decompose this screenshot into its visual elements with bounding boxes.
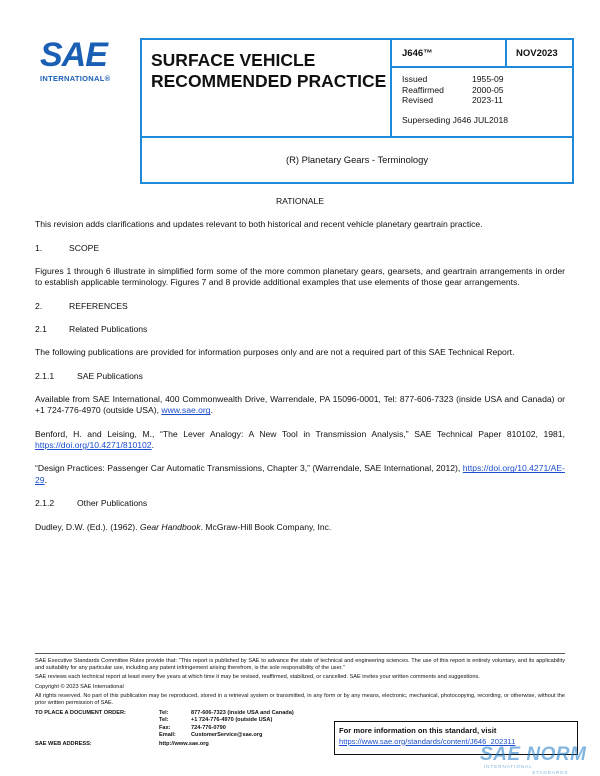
section-title: SCOPE bbox=[69, 242, 100, 253]
revised-value: 2023-11 bbox=[472, 95, 503, 105]
history-box bbox=[390, 66, 574, 138]
revised-label: Revised bbox=[402, 95, 434, 105]
footer-rights-text: All rights reserved. No part of this publication may be reproduced, stored in a retrieval system or transmitted, in any form or by any means, electronic, mechanical, photocopying, recording, or otherwise, without the prior written permission of SAE. bbox=[35, 692, 565, 707]
watermark-subtext bbox=[484, 764, 600, 776]
watermark-logo: SAE NORM bbox=[480, 744, 587, 765]
document-date: NOV2023 bbox=[505, 38, 574, 68]
sae-logo bbox=[40, 38, 124, 90]
doi-link-810102[interactable]: https://doi.org/10.4271/810102 bbox=[35, 440, 152, 451]
section-2-1-heading bbox=[35, 324, 565, 335]
revised-row bbox=[402, 95, 572, 106]
reference-text: Benford, H. and Leising, M., “The Lever Analogy: A New Tool in Transmission Analysis,” SAE Technical Paper 810102, 1981, bbox=[35, 428, 565, 439]
issued-value: 1955-09 bbox=[472, 74, 504, 84]
reaffirmed-value: 2000-05 bbox=[472, 84, 504, 95]
document-type-box bbox=[140, 38, 390, 138]
tel-value: 877-606-7323 (inside USA and Canada) bbox=[191, 710, 294, 717]
title-line-1: SURFACE VEHICLE bbox=[151, 50, 316, 70]
issued-row bbox=[402, 74, 572, 85]
reference-dudley bbox=[35, 522, 565, 533]
section-2-heading bbox=[35, 301, 565, 312]
email-value: CustomerService@sae.org bbox=[191, 731, 263, 738]
logo-subtitle: INTERNATIONAL® bbox=[40, 74, 111, 83]
rationale-text: This revision adds clarifications and updates relevant to both historical and recent vehicle planetary geartrain practice. bbox=[35, 219, 483, 230]
section-2-1-1-heading bbox=[35, 371, 565, 382]
section-title: REFERENCES bbox=[69, 300, 128, 311]
section-2-1-2-heading bbox=[35, 498, 565, 509]
tel-label: Tel: bbox=[159, 717, 169, 724]
footer-review-text: SAE reviews each technical report at least every five years at which time it may be revised, reaffirmed, stabilized, or cancelled. SAE invites your written comments and suggestions. bbox=[35, 674, 480, 681]
reference-prefix: Dudley, D.W. (Ed.). (1962). bbox=[35, 521, 140, 532]
reaffirmed-row bbox=[402, 85, 572, 96]
web-label: SAE WEB ADDRESS: bbox=[35, 741, 92, 748]
footer-rules-text: SAE Executive Standards Committee Rules provide that: “This report is published by SAE to advance the state of technical and engineering sciences. The use of this report is entirely voluntary, and its applicability and suitability for any particular use, including any patent infringement arising therefrom, is the sole responsibility of the user.” bbox=[35, 658, 565, 672]
section-number: 2. bbox=[35, 300, 43, 311]
logo-mark: SAE bbox=[40, 36, 107, 74]
section-title: Other Publications bbox=[77, 498, 148, 509]
section-number: 1. bbox=[35, 242, 43, 253]
section-number: 2.1 bbox=[35, 324, 47, 335]
tel-label: Tel: bbox=[159, 710, 169, 717]
reference-book-title: Gear Handbook bbox=[139, 521, 201, 532]
document-code: J646™ bbox=[390, 38, 505, 68]
document-subject: (R) Planetary Gears - Terminology bbox=[140, 136, 574, 184]
sae-website-link[interactable]: www.sae.org bbox=[161, 405, 211, 416]
fax-value: 724-776-0790 bbox=[191, 724, 226, 731]
doi-link-ae29[interactable]: https://doi.org/10.4271/AE-29 bbox=[35, 463, 565, 485]
section-title: SAE Publications bbox=[77, 370, 143, 381]
related-publications-text: The following publications are provided for information purposes only and are not a required part of this SAE Technical Report. bbox=[35, 347, 515, 358]
scope-text: Figures 1 through 6 illustrate in simplified form some of the more common planetary gears, gearsets, and geartrain arrangements in order to establish applicable terminology. Figures 7 and 8 provide additional examples that use elements of those gear arrangements. bbox=[35, 266, 565, 288]
reference-design-practices: “Design Practices: Passenger Car Automatic Transmissions, Chapter 3,” (Warrendale, SAE International, 2012), https://doi.org/10.4271/AE-29. bbox=[35, 463, 565, 485]
footer-copyright: Copyright © 2023 SAE International bbox=[35, 683, 124, 690]
section-1-heading bbox=[35, 243, 565, 254]
title-line-2: RECOMMENDED PRACTICE bbox=[151, 71, 387, 91]
superseding-note: Superseding J646 JUL2018 bbox=[402, 114, 509, 125]
availability-text: Available from SAE International, 400 Commonwealth Drive, Warrendale, PA 15096-0001, Tel: 877-606-7323 (inside USA and Canada) or +1 724-776-4970 (outside USA), bbox=[35, 394, 565, 416]
order-label: TO PLACE A DOCUMENT ORDER: bbox=[35, 710, 126, 717]
document-body bbox=[35, 196, 565, 533]
section-number: 2.1.1 bbox=[35, 370, 55, 381]
rationale-heading: RATIONALE bbox=[275, 196, 325, 206]
reference-benford: Benford, H. and Leising, M., “The Lever Analogy: A New Tool in Transmission Analysis,” SAE Technical Paper 810102, 1981, https://doi.org/10.4271/810102. bbox=[35, 428, 565, 451]
standard-page-link[interactable]: https://www.sae.org/standards/content/J646_202311 bbox=[339, 736, 516, 746]
watermark-left: INTERNATIONAL bbox=[484, 764, 533, 769]
order-contacts bbox=[159, 710, 294, 739]
web-value: http://www.sae.org bbox=[159, 741, 209, 748]
section-number: 2.1.2 bbox=[35, 498, 55, 509]
reference-suffix: . McGraw-Hill Book Company, Inc. bbox=[200, 521, 332, 532]
reaffirmed-label: Reaffirmed bbox=[402, 84, 444, 95]
reference-text: “Design Practices: Passenger Car Automatic Transmissions, Chapter 3,” (Warrendale, SAE International, 2012), bbox=[35, 463, 463, 474]
sae-availability-text: Available from SAE International, 400 Commonwealth Drive, Warrendale, PA 15096-0001, Tel: 877-606-7323 (inside USA and Canada) or +1 724-776-4970 (outside USA), www.sae.org. bbox=[35, 394, 565, 416]
tel-value: +1 724-776-4970 (outside USA) bbox=[191, 717, 273, 724]
watermark-right: STANDARDS bbox=[532, 769, 569, 775]
section-title: Related Publications bbox=[69, 324, 148, 335]
fax-label: Fax: bbox=[159, 724, 171, 731]
more-info-title: For more information on this standard, visit bbox=[339, 726, 497, 735]
document-type-title bbox=[151, 50, 386, 92]
email-label: Email: bbox=[159, 731, 176, 738]
issued-label: Issued bbox=[402, 74, 428, 84]
